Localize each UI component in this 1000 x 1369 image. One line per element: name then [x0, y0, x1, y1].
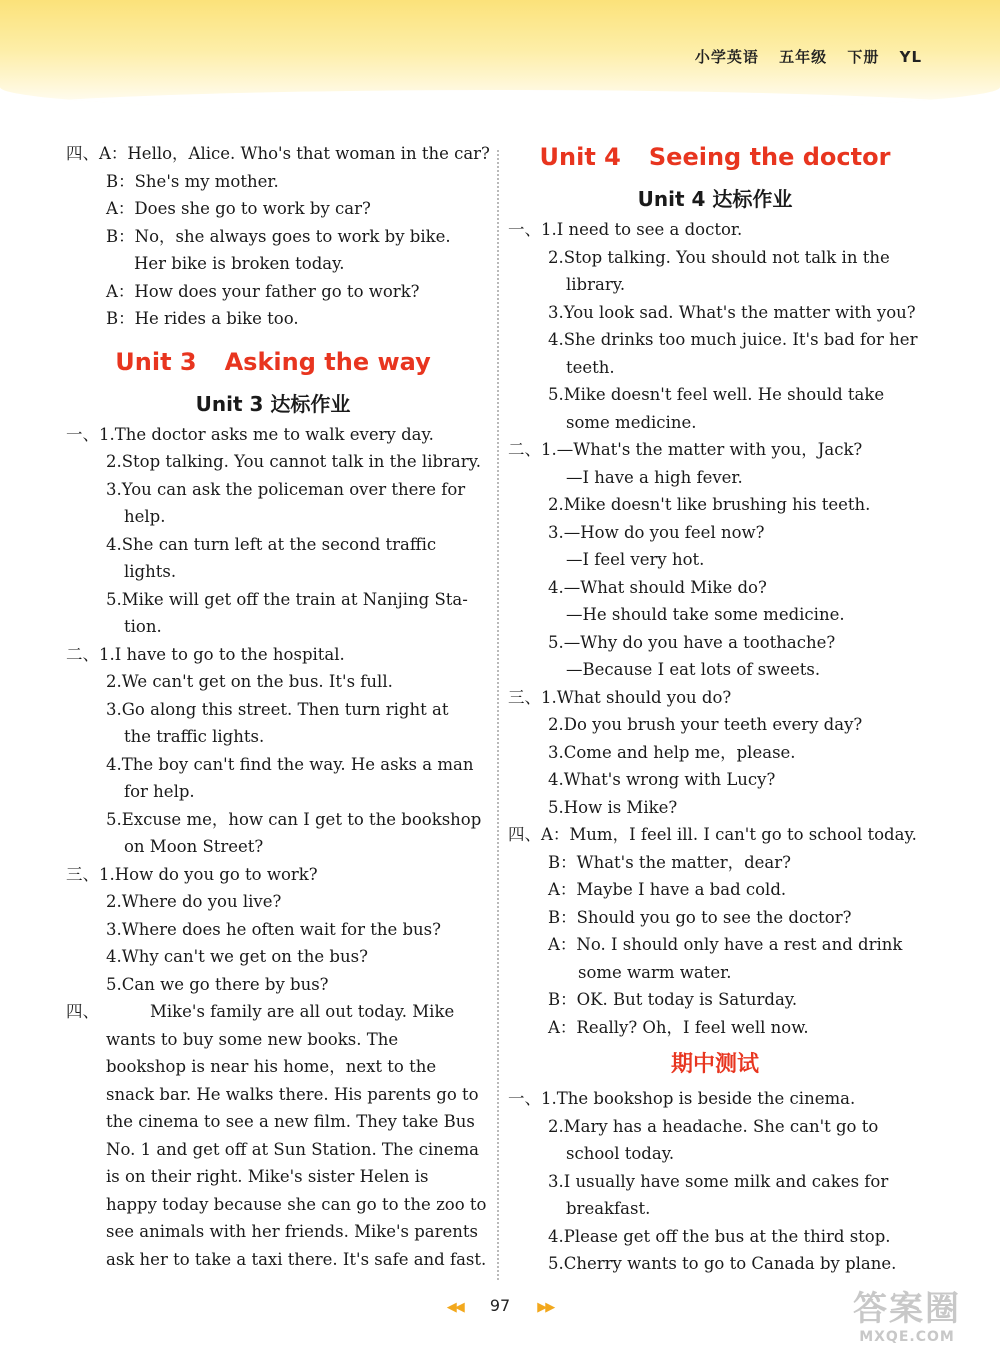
- header-label: [681, 46, 922, 67]
- item-text: What's wrong with Lucy?: [563, 770, 776, 789]
- item-text: Mike doesn't feel well. He should take: [563, 385, 885, 404]
- item-label: 四、: [66, 1002, 99, 1021]
- answer-line: [508, 629, 922, 657]
- passage-line: [66, 998, 480, 1026]
- item-text: on Moon Street?: [124, 837, 264, 856]
- item-text: Excuse me，how can I get to the bookshop: [121, 809, 482, 829]
- answer-line: [66, 696, 480, 724]
- dialogue-line: 四、A：Hello，Alice. Who's that woman in the car?: [66, 144, 490, 163]
- watermark-logo: 答案圈 MXQE.COM: [853, 1289, 961, 1345]
- dialogue-line: [508, 959, 922, 987]
- answer-line: [66, 806, 480, 834]
- item-label: 一、1.: [508, 220, 557, 239]
- answer-line: [508, 1085, 922, 1113]
- item-text: A：Maybe I have a bad cold.: [548, 880, 787, 899]
- prev-arrows-icon: ◀◀: [446, 1300, 463, 1315]
- item-text: Mike doesn't like brushing his teeth.: [563, 495, 871, 514]
- item-label: 一、1.: [66, 424, 115, 444]
- dialogue-line: A：Does she go to work by car?: [106, 199, 371, 218]
- item-text: You look sad. What's the matter with you?: [563, 302, 916, 322]
- item-text: Where does he often wait for the bus?: [121, 919, 441, 939]
- item-text: the traffic lights.: [124, 727, 265, 746]
- item-text: —Because I eat lots of sweets.: [566, 660, 821, 679]
- item-label: 5.: [548, 385, 564, 404]
- item-text: —I have a high fever.: [566, 467, 743, 487]
- page-number: 97: [489, 1296, 511, 1315]
- item-text: A：No. I should only have a rest and drink: [548, 935, 903, 954]
- passage-text: wants to buy some new books. The: [106, 1029, 399, 1049]
- answer-section-4-passage: [66, 998, 487, 1273]
- answer-line: [508, 546, 922, 574]
- answer-section-4: [508, 821, 922, 1041]
- answer-line: [66, 861, 480, 889]
- item-text: What should you do?: [556, 687, 732, 707]
- answer-section-1: [508, 216, 922, 436]
- answer-line: [508, 766, 922, 794]
- answer-line: [508, 601, 922, 629]
- answer-line: [66, 558, 480, 586]
- column-divider: [497, 150, 499, 1280]
- answer-line: [508, 1223, 922, 1251]
- item-text: —What's the matter with you，Jack?: [556, 440, 863, 459]
- passage-text: is on their right. Mike's sister Helen is: [106, 1167, 429, 1186]
- answer-line: [508, 436, 922, 464]
- answer-line: [508, 739, 922, 767]
- right-column: [508, 140, 922, 1278]
- item-label: 4.: [548, 1226, 564, 1246]
- dialogue-line: [508, 821, 922, 849]
- passage-line: [66, 1081, 480, 1109]
- item-label: 5.: [106, 974, 122, 994]
- passage-text: No. 1 and get off at Sun Station. The cinema: [106, 1139, 479, 1159]
- passage-text: the cinema to see a new film. They take Bus: [106, 1112, 475, 1131]
- item-text: I need to see a doctor.: [556, 220, 743, 239]
- item-text: Do you brush your teeth every day?: [563, 715, 863, 734]
- dialogue-line: B：She's my mother.: [106, 171, 279, 191]
- item-label: 3.: [106, 919, 122, 939]
- passage-line: [66, 1246, 487, 1274]
- item-label: 4.: [106, 947, 122, 966]
- item-text: teeth.: [566, 357, 615, 377]
- next-arrows-icon: ▶▶: [537, 1300, 554, 1315]
- item-text: school today.: [566, 1144, 675, 1163]
- answer-line: [66, 888, 480, 916]
- item-text: Please get off the bus at the third stop.: [563, 1226, 891, 1246]
- answer-line: [508, 381, 922, 409]
- passage-text: snack bar. He walks there. His parents go to: [106, 1084, 479, 1104]
- unit3-title: Unit 3 Asking the way: [115, 347, 431, 376]
- answer-line: [508, 491, 922, 519]
- unit4-title: Unit 4 Seeing the doctor: [539, 143, 891, 171]
- item-text: Come and help me，please.: [563, 742, 796, 762]
- item-label: 4.: [548, 770, 564, 789]
- answer-line: [508, 326, 922, 354]
- item-text: B：Should you go to see the doctor?: [548, 907, 852, 927]
- answer-line: [508, 244, 922, 272]
- item-label: 2.: [106, 672, 122, 691]
- item-label: 3.: [548, 1171, 564, 1191]
- passage-line: [66, 1163, 480, 1191]
- dialogue-line: [508, 1014, 922, 1042]
- item-label: 5.: [548, 797, 564, 817]
- passage-line: [66, 1218, 480, 1246]
- item-text: The doctor asks me to walk every day.: [114, 424, 434, 444]
- dialogue-line: B：He rides a bike too.: [106, 309, 299, 328]
- item-label: 一、1.: [508, 1089, 557, 1108]
- item-text: —Why do you have a toothache?: [563, 632, 836, 652]
- answer-line: [66, 723, 480, 751]
- answer-line: [508, 1250, 922, 1278]
- passage-text: bookshop is near his home，next to the: [106, 1057, 437, 1076]
- header-volume: 下册: [847, 48, 880, 66]
- answer-line: [508, 299, 922, 327]
- answer-line: [66, 778, 480, 806]
- item-label: 4.: [106, 754, 122, 774]
- item-text: You can ask the policeman over there for: [121, 479, 466, 499]
- answer-section-2: [508, 436, 922, 684]
- header-edition: YL: [899, 48, 922, 66]
- answer-line: [66, 943, 480, 971]
- answer-line: [66, 586, 480, 614]
- item-text: Mike will get off the train at Nanjing Sta-: [121, 589, 468, 609]
- item-label: 3.: [106, 479, 122, 499]
- answer-section-1: [66, 421, 480, 641]
- dialogue-line: [508, 986, 922, 1014]
- answer-line: [66, 641, 480, 669]
- item-label: 2.: [548, 715, 564, 734]
- dialogue-line: B：No，she always goes to work by bike.: [106, 226, 451, 246]
- item-text: some warm water.: [578, 962, 732, 982]
- item-label: 三、1.: [66, 864, 115, 884]
- answer-line: [508, 354, 922, 382]
- item-label: 5.: [106, 589, 122, 609]
- passage-line: [66, 1136, 480, 1164]
- passage-line: [66, 1191, 487, 1219]
- item-text: The bookshop is beside the cinema.: [556, 1089, 856, 1108]
- item-text: Stop talking. You should not talk in the: [563, 247, 890, 267]
- item-text: I usually have some milk and cakes for: [563, 1171, 889, 1191]
- item-text: breakfast.: [566, 1199, 651, 1218]
- item-label: 5.: [106, 809, 122, 829]
- answer-line: [508, 794, 922, 822]
- answer-line: [508, 1113, 922, 1141]
- item-text: Mary has a headache. She can't go to: [563, 1116, 879, 1136]
- item-text: The boy can't find the way. He asks a man: [121, 754, 474, 774]
- item-label: 二、1.: [508, 440, 557, 459]
- answer-line: [508, 574, 922, 602]
- passage-line: [66, 1026, 480, 1054]
- passage-line: [66, 1053, 480, 1081]
- unit4-subtitle: Unit 4 达标作业: [637, 187, 793, 211]
- item-label: 3.: [106, 699, 122, 719]
- item-text: Why can't we get on the bus?: [121, 947, 368, 966]
- answer-section-3: [508, 684, 922, 822]
- item-label: 4.: [548, 330, 564, 349]
- item-text: help.: [124, 507, 166, 526]
- answer-line: [508, 684, 922, 712]
- item-text: Go along this street. Then turn right at: [121, 699, 449, 719]
- answer-section-dialogue-top: [66, 140, 490, 333]
- answer-line: [66, 668, 480, 696]
- header-grade: 五年级: [779, 48, 828, 66]
- item-text: I have to go to the hospital.: [114, 644, 345, 664]
- item-text: A：Mum，I feel ill. I can't go to school today.: [541, 825, 917, 844]
- item-text: She can turn left at the second traffic: [121, 534, 437, 554]
- dialogue-line: Her bike is broken today.: [134, 254, 345, 273]
- item-text: B：OK. But today is Saturday.: [548, 990, 798, 1009]
- midterm-title: 期中测试: [670, 1052, 759, 1077]
- dialogue-line: [508, 849, 922, 877]
- answer-line: [66, 503, 480, 531]
- dialogue-line: [508, 931, 922, 959]
- item-text: Can we go there by bus?: [121, 974, 329, 994]
- item-label: 2.: [548, 1116, 564, 1136]
- item-text: Stop talking. You cannot talk in the library.: [121, 452, 482, 471]
- item-label: 2.: [548, 495, 564, 514]
- item-text: lights.: [124, 562, 177, 581]
- answer-line: [508, 271, 922, 299]
- answer-line: [508, 1195, 922, 1223]
- answer-line: [66, 916, 480, 944]
- answer-line: [66, 833, 480, 861]
- item-text: for help.: [124, 782, 195, 801]
- dialogue-line: [508, 876, 922, 904]
- item-text: How do you go to work?: [114, 864, 318, 884]
- answer-line: [66, 421, 480, 449]
- item-label: 4.: [106, 534, 122, 554]
- answer-line: [66, 476, 480, 504]
- header-subject: 小学英语: [694, 48, 759, 66]
- passage-line: [66, 1108, 480, 1136]
- answer-line: [66, 971, 480, 999]
- item-text: B：What's the matter，dear?: [548, 852, 791, 872]
- answer-section-2: [66, 641, 480, 861]
- item-text: library.: [566, 275, 626, 294]
- item-text: —He should take some medicine.: [566, 605, 845, 624]
- item-label: 4.: [548, 577, 564, 597]
- item-text: We can't get on the bus. It's full.: [121, 672, 393, 691]
- answer-line: [508, 1140, 922, 1168]
- item-label: 5.: [548, 1254, 564, 1273]
- item-text: Where do you live?: [121, 892, 282, 911]
- left-column: [66, 140, 490, 1273]
- item-label: 2.: [548, 247, 564, 267]
- dialogue-line: A：How does your father go to work?: [106, 281, 420, 301]
- answer-line: [508, 656, 922, 684]
- passage-text: see animals with her friends. Mike's parents: [106, 1222, 479, 1241]
- unit3-subtitle: Unit 3 达标作业: [195, 391, 351, 416]
- item-text: A：Really? Oh，I feel well now.: [548, 1017, 809, 1037]
- dialogue-line: [508, 904, 922, 932]
- midterm-section-1: [508, 1085, 922, 1278]
- item-label: 2.: [106, 452, 122, 471]
- item-text: How is Mike?: [563, 797, 678, 817]
- item-label: 3.: [548, 742, 564, 762]
- answer-line: [508, 409, 922, 437]
- item-text: some medicine.: [566, 412, 697, 432]
- answer-section-3: [66, 861, 480, 999]
- item-label: 四、: [508, 825, 541, 844]
- passage-text: happy today because she can go to the zoo to: [106, 1194, 487, 1214]
- item-label: 三、1.: [508, 687, 557, 707]
- answer-line: [508, 1168, 922, 1196]
- answer-line: [66, 751, 480, 779]
- passage-text: ask her to take a taxi there. It's safe and fast.: [106, 1249, 487, 1269]
- answer-line: [508, 711, 922, 739]
- answer-line: [66, 531, 480, 559]
- item-label: 二、1.: [66, 644, 115, 664]
- item-text: —I feel very hot.: [566, 550, 705, 569]
- answer-line: [508, 464, 922, 492]
- answer-line: [66, 448, 480, 476]
- item-label: 5.: [548, 632, 564, 652]
- item-text: She drinks too much juice. It's bad for her: [563, 330, 918, 349]
- answer-line: [508, 216, 922, 244]
- item-label: 3.: [548, 522, 564, 542]
- item-label: 2.: [106, 892, 122, 911]
- passage-text: Mike's family are all out today. Mike: [150, 1002, 455, 1021]
- item-text: —What should Mike do?: [563, 577, 767, 597]
- item-text: —How do you feel now?: [563, 522, 765, 542]
- answer-line: [508, 519, 922, 547]
- item-label: 3.: [548, 302, 564, 322]
- item-text: Cherry wants to go to Canada by plane.: [563, 1254, 897, 1273]
- item-text: tion.: [124, 617, 162, 636]
- answer-line: [66, 613, 480, 641]
